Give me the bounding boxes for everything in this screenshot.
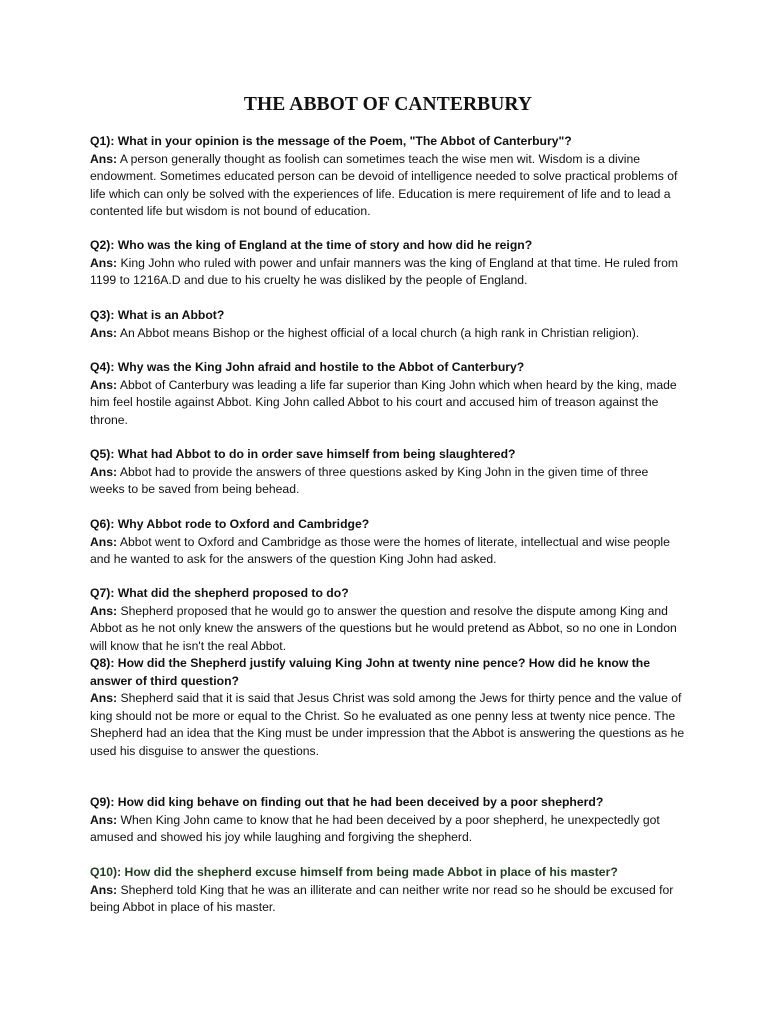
qa-item-2	[90, 237, 686, 290]
qa-item-3	[90, 307, 686, 342]
question-3: Q3): What is an Abbot?	[90, 308, 225, 322]
answer-3	[90, 325, 686, 343]
qa-item-6	[90, 516, 686, 569]
question-1: Q1): What in your opinion is the message of the Poem, "The Abbot of Canterbury"?	[90, 134, 572, 148]
answer-label: Ans:	[90, 534, 118, 549]
document-title: THE ABBOT OF CANTERBURY	[243, 94, 533, 115]
answer-text-8: Shepherd said that it is said that Jesus Christ was sold among the Jews for thirty pence and the value of king should not be more or equal to the Christ. So he evaluated as one penny less at twenty nice pence. The Shepherd had an idea that the King must be under impression that the Abbot is answering the questions as he used his disguise to answer the questions.	[90, 691, 685, 758]
answer-4	[90, 377, 686, 430]
answer-text-7: Shepherd proposed that he would go to answer the question and resolve the dispute among King and Abbot as he not only knew the answers of the questions but he would pretend as Abbot, so no one in London will know that he isn't the real Abbot.	[90, 603, 677, 653]
answer-label: Ans:	[90, 255, 118, 270]
question-5: Q5): What had Abbot to do in order save himself from being slaughtered?	[90, 447, 516, 461]
answer-text-2: King John who ruled with power and unfair manners was the king of England at that time. He ruled from 1199 to 1216A.D and due to his cruelty he was disliked by the people of England.	[90, 255, 679, 287]
answer-label: Ans:	[90, 464, 118, 479]
answer-label: Ans:	[90, 812, 118, 827]
answer-label: Ans:	[90, 882, 118, 897]
answer-label: Ans:	[90, 603, 118, 618]
qa-item-9	[90, 794, 686, 847]
question-9: Q9): How did king behave on finding out that he had been deceived by a poor shepherd?	[90, 795, 604, 809]
answer-text-4: Abbot of Canterbury was leading a life far superior than King John which when heard by the king, made him feel hostile against Abbot. King John called Abbot to his court and accused him of treason against the throne.	[90, 377, 677, 427]
answer-text-9: When King John came to know that he had been deceived by a poor shepherd, he unexpectedly got amused and showed his joy while laughing and forgiving the shepherd.	[90, 812, 660, 844]
answer-9	[90, 812, 686, 847]
qa-item-7	[90, 585, 686, 655]
answer-label: Ans:	[90, 691, 118, 705]
question-4: Q4): Why was the King John afraid and hostile to the Abbot of Canterbury?	[90, 360, 525, 374]
qa-item-4	[90, 359, 686, 429]
qa-item-5	[90, 446, 686, 499]
qa-item-1	[90, 133, 686, 221]
question-7: Q7): What did the shepherd proposed to do?	[90, 586, 349, 600]
question-2: Q2): Who was the king of England at the time of story and how did he reign?	[90, 238, 533, 252]
question-10: Q10): How did the shepherd excuse himself from being made Abbot in place of his master?	[90, 865, 618, 879]
answer-8	[90, 690, 686, 760]
answer-1	[90, 151, 686, 221]
qa-item-10	[90, 864, 686, 917]
question-8: Q8): How did the Shepherd justify valuing King John at twenty nine pence? How did he know the answer of third question?	[90, 656, 650, 688]
answer-label: Ans:	[90, 151, 118, 166]
answer-text-3: An Abbot means Bishop or the highest official of a local church (a high rank in Christian religion).	[119, 325, 640, 340]
answer-text-5: Abbot had to provide the answers of three questions asked by King John in the given time of three weeks to be saved from being behead.	[90, 464, 649, 496]
answer-label: Ans:	[90, 377, 118, 392]
answer-text-1: A person generally thought as foolish can sometimes teach the wise men wit. Wisdom is a divine endowment. Sometimes educated person can be devoid of intelligence needed to solve practical problems of life which can only be solved with the experiences of life. Education is mere requirement of life and to lead a contented life but wisdom is not bound of education.	[90, 151, 678, 218]
answer-text-6: Abbot went to Oxford and Cambridge as those were the homes of literate, intellectual and wise people and he wanted to ask for the answers of the question King John had asked.	[90, 534, 670, 566]
answer-7	[90, 603, 686, 656]
answer-6	[90, 534, 686, 569]
answer-5	[90, 464, 686, 499]
answer-10	[90, 882, 686, 917]
qa-item-8	[90, 655, 686, 760]
answer-text-10: Shepherd told King that he was an illiterate and can neither write nor read so he should be excused for being Abbot in place of his master.	[90, 882, 674, 914]
answer-2	[90, 255, 686, 290]
answer-label: Ans:	[90, 325, 118, 340]
question-6: Q6): Why Abbot rode to Oxford and Cambridge?	[90, 517, 370, 531]
